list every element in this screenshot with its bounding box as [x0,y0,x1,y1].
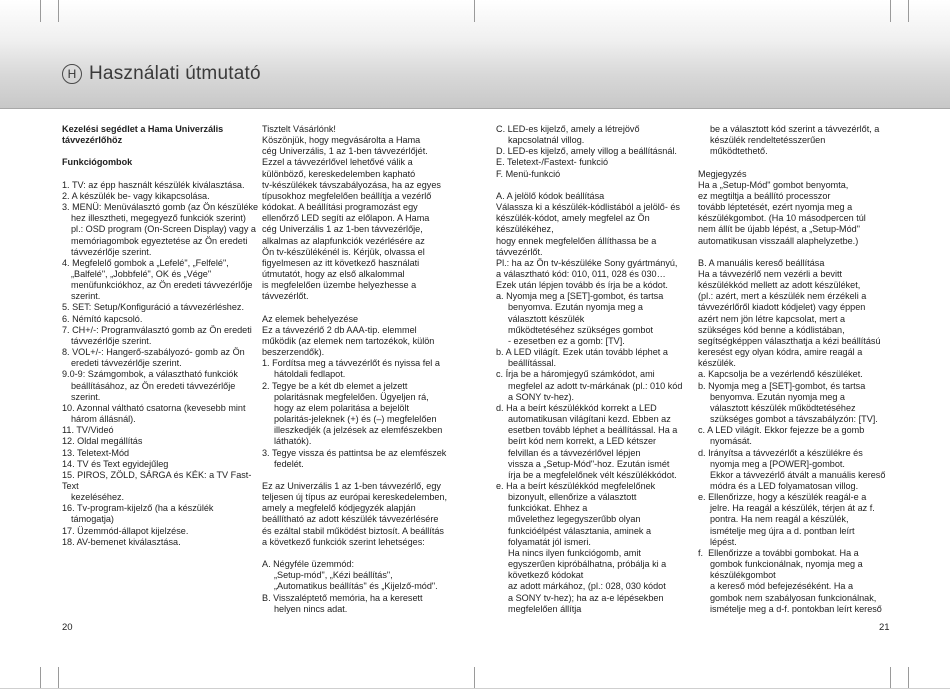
text-line: 9.0-9: Számgombok, a választható funkciók [62,369,238,380]
text-line: beszerzendők). [262,347,325,358]
text-line: 12. Oldal megállítás [62,436,143,447]
text-line: Tisztelt Vásárlónk! [262,124,336,134]
text-line: Ekkor a távvezérlő átvált a manuális kereső [710,469,886,480]
text-line: polaritás-jeleknek (+) és (–) megfelelően [274,414,437,425]
text-line: 15. PIROS, ZÖLD, SÁRGA és KÉK: a TV Fast-Text [62,469,252,491]
text-line: Válassza ki a készülék-kódlistából a jelölő- és [496,202,680,213]
crop-mark [474,0,475,22]
text-line: ez megtiltja a beállító processzor [698,190,831,201]
text-line: f. Ellenőrizze a további gombokat. Ha a [698,547,859,558]
text-line: e. Ellenőrizze, hogy a készülék reagál-e a [698,492,867,503]
text-line: 14. TV és Text egyidejűleg [62,458,169,469]
text-line: - ezesetben ez a gomb: [TV]. [508,335,625,346]
page-title-text: Használati útmutató [89,63,261,84]
text-line: B. A manuális kereső beállítása [698,257,825,268]
text-line: 8. VOL+/-: Hangerő-szabályozó- gomb az Ön [62,347,245,358]
crop-mark [890,0,891,22]
text-line: (pl.: azért, mert a készülék nem érzékeli a [698,291,867,302]
text-line: Ha a „Setup-Mód" gombot benyomta, [698,179,849,190]
text-line: Ez az Univerzális 1 az 1-ben távvezérlő, egy [262,480,441,491]
text-line: Ez a távvezérlő 2 db AAA-tip. elemmel [262,324,417,335]
text-line: Funkciógombok [62,157,133,168]
crop-mark [58,0,59,22]
text-line: vissza a „Setup-Mód"-hoz. Ezután ismét [508,458,670,469]
text-line: bizonyult, ellenőrize a választott [508,492,637,503]
text-line: választott készülék működtetéséhez [710,402,856,413]
text-line: a. Nyomja meg a [SET]-gombot, és tartsa [496,291,664,302]
text-line: a következő funkciók szerint lehetséges: [262,536,425,547]
text-line: egyszerűen kipróbálhatna, próbálja ki a [508,559,667,570]
text-line: kezeléséhez. [71,492,125,503]
text-line: készülékgombot [710,570,776,581]
text-line: „Balfelé", „Jobbfelé", OK és „Vége" [71,269,212,279]
text-line: 18. AV-bemenet kiválasztása. [62,536,181,547]
text-line: beállításához, az Ön eredeti távvezérlője [71,380,236,391]
text-line: eredeti távvezérlője szerint. [71,358,182,369]
text-line: távvezérlőt. [262,291,309,302]
text-line: c. Írja be a háromjegyű számkódot, ami [496,369,655,380]
text-line: távvezérlője szerint. [71,246,152,257]
text-line: fedelét. [274,458,304,469]
text-line: Megjegyzés [698,168,747,179]
header-separator [0,108,950,109]
text-line: szerint. [71,391,101,402]
text-line: keresést egy olyan kódra, amire reagál a [698,347,863,358]
text-line: távvezérlője szerint. [71,335,152,346]
text-line: hez illesztheti, megegyező funkciók szerint) [71,213,246,224]
text-line: kódokat. A beállítási programozást egy [262,202,418,213]
text-line: gombok funkcionálnak, nyomja meg a [710,559,863,570]
text-line: cég Univerzális, 1 az 1-ben távvezérlőjét. [262,146,428,157]
text-line: módra és a LED folyamatosan villog. [710,480,859,491]
crop-mark [40,667,41,689]
text-line: 3. Tegye vissza és pattintsa be az elemfészek [262,447,447,458]
text-line: memóriagombok egyeztetése az Ön eredeti [71,235,248,246]
text-line: Ha a távvezérlő nem vezérli a bevitt [698,269,843,279]
text-line: Ezek után lépjen tovább és írja be a kódot. [496,280,668,291]
text-line: nyomja meg a [POWER]-gombot. [710,458,845,469]
text-line: 6. Némító kapcsoló. [62,313,143,324]
text-line: távvezérlőről kiadott kódjelet) vagy éppen [698,302,866,313]
crop-mark [40,0,41,22]
text-column-3 [496,124,696,615]
text-line: funkcióélpést választania, aminek a [508,525,652,536]
text-line: távvezérlőhöz [62,135,123,146]
text-line: szükséges kód benne a kódlistában, [698,324,845,335]
text-line: 2. A készülék be- vagy kikapcsolása. [62,190,210,201]
text-line: segítségképpen választhatja a kézi beállítású [698,335,881,346]
text-line: 17. Üzemmód-állapot kijelzése. [62,525,189,536]
text-line: ismételje meg a d-f. pontokban leírt kereső [710,603,882,614]
text-line: típusokhoz megfelelően beállítja a vezérlő [262,190,432,201]
text-line: pontra. Ha nem reagál a készülék, [710,514,849,525]
text-line: A. Négyféle üzemmód: [262,559,354,570]
text-line: az adott márkához, (pl.: 028, 030 kódot [508,581,666,592]
text-line: be a választott kód szerint a távvezérlőt, a [710,124,880,134]
text-line: Kezelési segédlet a Hama Univerzális [62,124,224,134]
header-band [0,0,950,108]
text-line: Ezzel a távvezérlővel lehetővé válik a [262,157,413,168]
text-line: teljesen új típus az európai kereskedelemben, [262,492,448,503]
text-line [698,247,898,258]
text-line: „Automatikus beállítás" és „Kijelző-mód". [274,581,438,592]
text-line: ellenőrző LED segíti az előlapon. A Hama [262,213,430,224]
text-line [262,548,474,559]
text-line: Köszönjük, hogy megvásárolta a Hama [262,135,421,146]
text-line: nyomását. [710,436,752,447]
crop-mark [908,0,909,22]
text-line: a választható kód: 010, 011, 028 és 030… [496,269,666,280]
text-line: a SONY tv-hez). [508,391,575,402]
text-line: gombok nem szabályosan funkcionálnak, [710,592,877,603]
text-line: Ha nincs ilyen funkciógomb, amit [508,547,641,558]
page-title [62,63,261,85]
text-line: készülék. [698,358,736,369]
text-line: írja be a megfelelőnek vélt készülékkódot. [508,469,677,480]
text-line: támogatja) [71,514,114,525]
text-line: nem állít be újabb lépést, a „Setup-Mód" [698,224,860,235]
text-line: hogy az elem polaritása a bejelölt [274,402,409,413]
text-line: 4. Megfelelő gombok a „Lefelé", „Felfelé", [62,257,229,268]
text-line: a. Kapcsolja be a vezérlendő készüléket. [698,369,863,380]
text-line: beírt kód nem korrekt, a LED kétszer [508,436,657,447]
text-line: benyomva. Ezután nyomja meg a [508,302,643,313]
text-line: beállítható az adott készülék távvezérlésére [262,514,439,525]
text-line: d. Irányítsa a távvezérlőt a készülékre és [698,447,863,458]
text-line [698,157,898,168]
text-line: E. Teletext-/Fastext- funkció [496,157,609,168]
text-line: automatikusan visszaáll alaphelyzetbe.) [698,235,859,246]
text-line: folyamatát jól ismeri. [508,536,591,547]
text-line: ismételje meg újra a d. pontban leírt [710,525,855,536]
text-line: hogy ennek megfelelően állíthassa be a [496,235,657,246]
text-line: cég Univerzális 1 az 1-ben távvezérlője, [262,224,423,235]
text-line: B. Visszaléptető memória, ha a keresett [262,592,423,603]
text-line: felvillan és a távvezérlővel lépjen [508,447,641,458]
text-line: 3. MENÜ: Menüválasztó gomb (az Ön készüléke [62,202,259,213]
text-line: következő kódokat [508,570,584,581]
text-line: F. Menü-funkció [496,168,561,179]
crop-mark [474,667,475,689]
text-line: automatikusan világítani kezd. Ebben az [508,414,671,425]
text-line: polaritásnak megfelelően. Ügyeljen rá, [274,391,429,402]
text-line: 16. Tv-program-kijelző (ha a készülék [62,503,214,514]
text-line: amely a megfelelő kódjegyzék alapján [262,503,416,514]
text-line: készülékgombot. (Ha 10 másodpercen túl [698,213,866,224]
text-line: a SONY tv-hez); ha az a-e lépésekben [508,592,664,603]
text-line: lépést. [710,536,737,547]
text-line: 5. SET: Setup/Konfiguráció a távvezérléshez. [62,302,244,313]
text-line: Az elemek behelyezése [262,313,359,324]
page-number-right: 21 [879,622,890,633]
text-line: d. Ha a beírt készülékkód korrekt a LED [496,402,657,413]
text-line: működtethető. [710,146,768,157]
text-line: tovább léptetését, ezért nyomja meg a [698,202,853,213]
text-line: 2. Tegye be a két db elemet a jelzett [262,380,408,391]
text-line: pl.: OSD program (On-Screen Display) vagy a [71,224,256,235]
text-line: 1. TV: az épp használt készülék kiválasztása. [62,179,245,190]
text-line: Pl.: ha az Ön tv-készüléke Sony gyártmányú, [496,257,678,268]
text-line: kapcsolatnál villog. [508,135,585,146]
text-line: C. LED-es kijelző, amely a létrejövő [496,124,640,134]
text-line [262,303,474,314]
text-line: „Setup-mód", „Kézi beállítás", [274,570,393,581]
text-line: 10. Azonnal váltható csatorna (kevesebb mint [62,402,246,413]
text-line: a kereső mód befejezéséként. Ha a [710,581,854,592]
text-column-4 [698,124,898,615]
text-line: 7. CH+/-: Programválasztó gomb az Ön eredeti [62,324,252,335]
text-line: alkalmas az alapfunkciók vezérlésére az [262,235,425,246]
text-line: művelethez legegyszerűbb olyan [508,514,641,525]
text-line: készülék rendeltetésszerűen [710,135,826,146]
crop-mark [890,667,891,689]
text-line: távvezérlőt. [496,246,543,257]
text-line: három állásnál). [71,414,136,425]
text-line: azért nem jön létre kapcsolat, mert a [698,313,846,324]
text-line: választott készülék [508,313,585,324]
text-line: 13. Teletext-Mód [62,447,130,458]
crop-mark [58,667,59,689]
text-line: tv-készülékek távszabályozása, ha az egyes [262,179,441,190]
text-line: szerint. [71,291,101,302]
text-line [262,470,474,481]
text-line: különböző, kereskedelemben kapható [262,168,416,179]
text-line: jelre. Ha reagál a készülék, térjen át az f. [710,503,875,514]
text-column-1 [62,124,262,548]
text-line: készülék-kódot, amely megfelel az Ön [496,213,650,224]
text-line: helyen nincs adat. [274,603,348,614]
text-line [62,169,262,180]
text-line: szükséges gombot a távszabályzón: [TV]. [710,414,878,425]
text-line: illeszkedjék (a jelzések az elemfészekben [274,425,443,436]
text-line: menüfunkciókhoz, az Ön eredeti távvezérlője [71,280,253,291]
crop-mark [908,667,909,689]
text-line [496,180,696,191]
text-line: beállítással. [508,358,557,369]
text-line [62,146,262,157]
text-line: A. A jelölő kódok beállítása [496,190,605,201]
text-line: e. Ha a beírt készülékkód megfelelőnek [496,480,656,491]
text-line: benyomva. Ezután nyomja meg a [710,391,845,402]
text-line: D. LED-es kijelző, amely villog a beállításnál. [496,146,677,157]
text-line: működik (az elemek nem tartozékok, külön [262,335,435,346]
text-line: figyelmesen az itt következő használati [262,257,420,268]
text-line: Ön tv-készülékénél is. Kérjük, olvassa el [262,246,425,257]
text-line: b. A LED világít. Ezek után tovább léphet a [496,347,668,358]
text-line: is megfelelően üzembe helyezhesse a [262,280,417,291]
language-badge: H [62,64,82,84]
text-line: b. Nyomja meg a [SET]-gombot, és tartsa [698,380,866,391]
text-line: megfelelően állítja [508,603,582,614]
text-line: készülékéhez, [496,224,554,235]
text-line: és ezáltal stabil működést biztosít. A beállítás [262,525,444,536]
text-line: láthatók). [274,436,312,447]
text-line: készülékkód mellett az adott készüléket, [698,280,861,291]
text-line: hátoldali fedlapot. [274,369,346,380]
text-line: megfelel az adott tv-márkának (pl.: 010 kód [508,380,683,391]
text-column-2 [262,124,474,615]
text-line: működtetéséhez szükséges gombot [508,324,654,335]
text-line: funkciókat. Ehhez a [508,503,588,514]
page-number-left: 20 [62,622,73,633]
text-line: 1. Fordítsa meg a távvezérlőt és nyissa fel a [262,358,440,369]
text-line: c. A LED világít. Ekkor fejezze be a gomb [698,425,865,436]
text-line: 11. TV/Videó [62,425,114,436]
text-line: esetben tovább léphet a beállítással. Ha a [508,425,678,436]
text-line: útmutatót, hogy az első alkalommal [262,269,405,280]
